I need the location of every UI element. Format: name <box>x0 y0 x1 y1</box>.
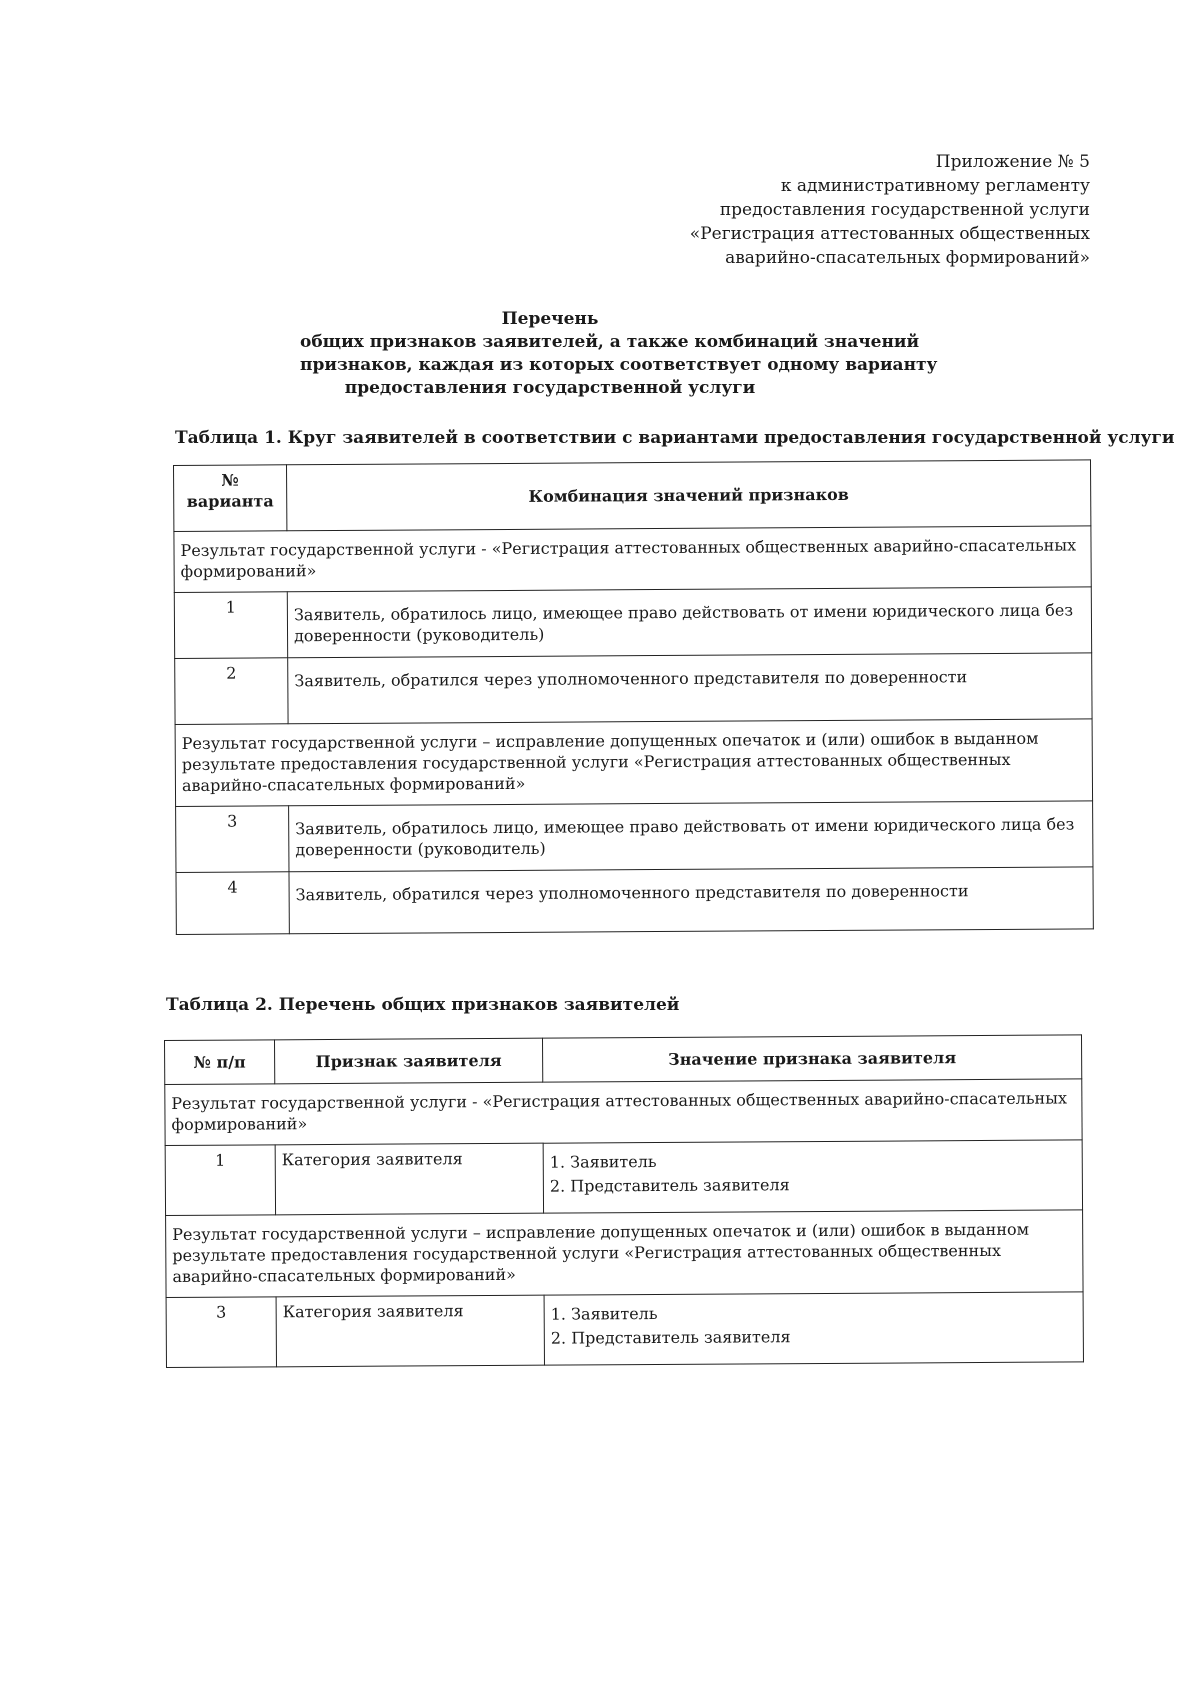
heading-line: Перечень <box>501 309 599 329</box>
table-row <box>176 801 1093 873</box>
table-row <box>165 1140 1082 1216</box>
document-heading <box>300 308 938 400</box>
group-result-text: Результат государственной услуги - «Регистрация аттестованных общественных аварийно-спасательных формирований» <box>165 1079 1082 1146</box>
variant-text: Заявитель, обратился через уполномоченного представителя по доверенности <box>288 653 1092 724</box>
table-row <box>176 867 1093 935</box>
group-result-text: Результат государственной услуги – исправление допущенных опечаток и (или) ошибок в выданном результате предоставления государственной услуги «Регистрация аттестованных общественных аварийно-спасательных формирований» <box>175 719 1092 807</box>
heading-line: предоставления государственной услуги <box>344 378 756 398</box>
variant-text: Заявитель, обратилось лицо, имеющее право действовать от имени юридического лица без доверенности (руководитель) <box>287 587 1091 658</box>
variant-number: 2 <box>175 658 288 725</box>
table-row <box>166 1292 1083 1368</box>
sign-values <box>543 1140 1082 1213</box>
appendix-line: к административному регламенту <box>780 176 1090 196</box>
header-row-number: № п/п <box>165 1040 275 1085</box>
variant-number: 1 <box>174 592 287 659</box>
sign-name: Категория заявителя <box>276 1295 544 1367</box>
table1-applicant-variants <box>173 459 1094 935</box>
heading-line: общих признаков заявителей, а также комбинаций значений <box>300 332 920 352</box>
table-row <box>175 653 1092 725</box>
table-header-row <box>165 1035 1082 1085</box>
appendix-line: предоставления государственной услуги <box>719 200 1090 220</box>
header-sign: Признак заявителя <box>275 1038 543 1084</box>
sign-value: 2. Представитель заявителя <box>549 1175 790 1196</box>
variant-number: 3 <box>176 806 289 873</box>
group-result-text: Результат государственной услуги – исправление допущенных опечаток и (или) ошибок в выданном результате предоставления государственной услуги «Регистрация аттестованных общественных аварийно-спасательных формирований» <box>166 1210 1083 1298</box>
row-number: 1 <box>165 1145 275 1216</box>
table1-caption: Таблица 1. Круг заявителей в соответствии с вариантами предоставления государственной услуги <box>175 428 1175 448</box>
variant-number: 4 <box>176 872 289 935</box>
table-row <box>174 587 1091 659</box>
sign-value: 1. Заявитель <box>549 1151 657 1172</box>
table2-applicant-signs <box>164 1034 1084 1368</box>
table2-caption: Таблица 2. Перечень общих признаков заявителей <box>166 995 680 1015</box>
row-number: 3 <box>166 1297 276 1368</box>
appendix-line: Приложение № 5 <box>935 152 1090 172</box>
heading-line: признаков, каждая из которых соответствует одному варианту <box>300 355 938 375</box>
sign-name: Категория заявителя <box>275 1143 543 1215</box>
appendix-line: «Регистрация аттестованных общественных <box>689 224 1090 244</box>
sign-value: 2. Представитель заявителя <box>550 1327 791 1348</box>
sign-value: 1. Заявитель <box>550 1303 658 1324</box>
group-result-text: Результат государственной услуги - «Регистрация аттестованных общественных аварийно-спасательных формирований» <box>174 526 1091 593</box>
table-group-row <box>174 526 1091 593</box>
table-header-row <box>174 460 1091 532</box>
variant-text: Заявитель, обратился через уполномоченного представителя по доверенности <box>289 867 1093 934</box>
table-group-row <box>175 719 1092 807</box>
table-group-row <box>166 1210 1083 1298</box>
appendix-line: аварийно-спасательных формирований» <box>725 248 1090 268</box>
header-variant-number: № варианта <box>174 465 287 532</box>
table-group-row <box>165 1079 1082 1146</box>
header-sign-value: Значение признака заявителя <box>542 1035 1081 1082</box>
variant-text: Заявитель, обратилось лицо, имеющее право действовать от имени юридического лица без доверенности (руководитель) <box>289 801 1093 872</box>
sign-values <box>544 1292 1083 1365</box>
header-combination: Комбинация значений признаков <box>287 460 1091 531</box>
appendix-header <box>690 150 1090 270</box>
